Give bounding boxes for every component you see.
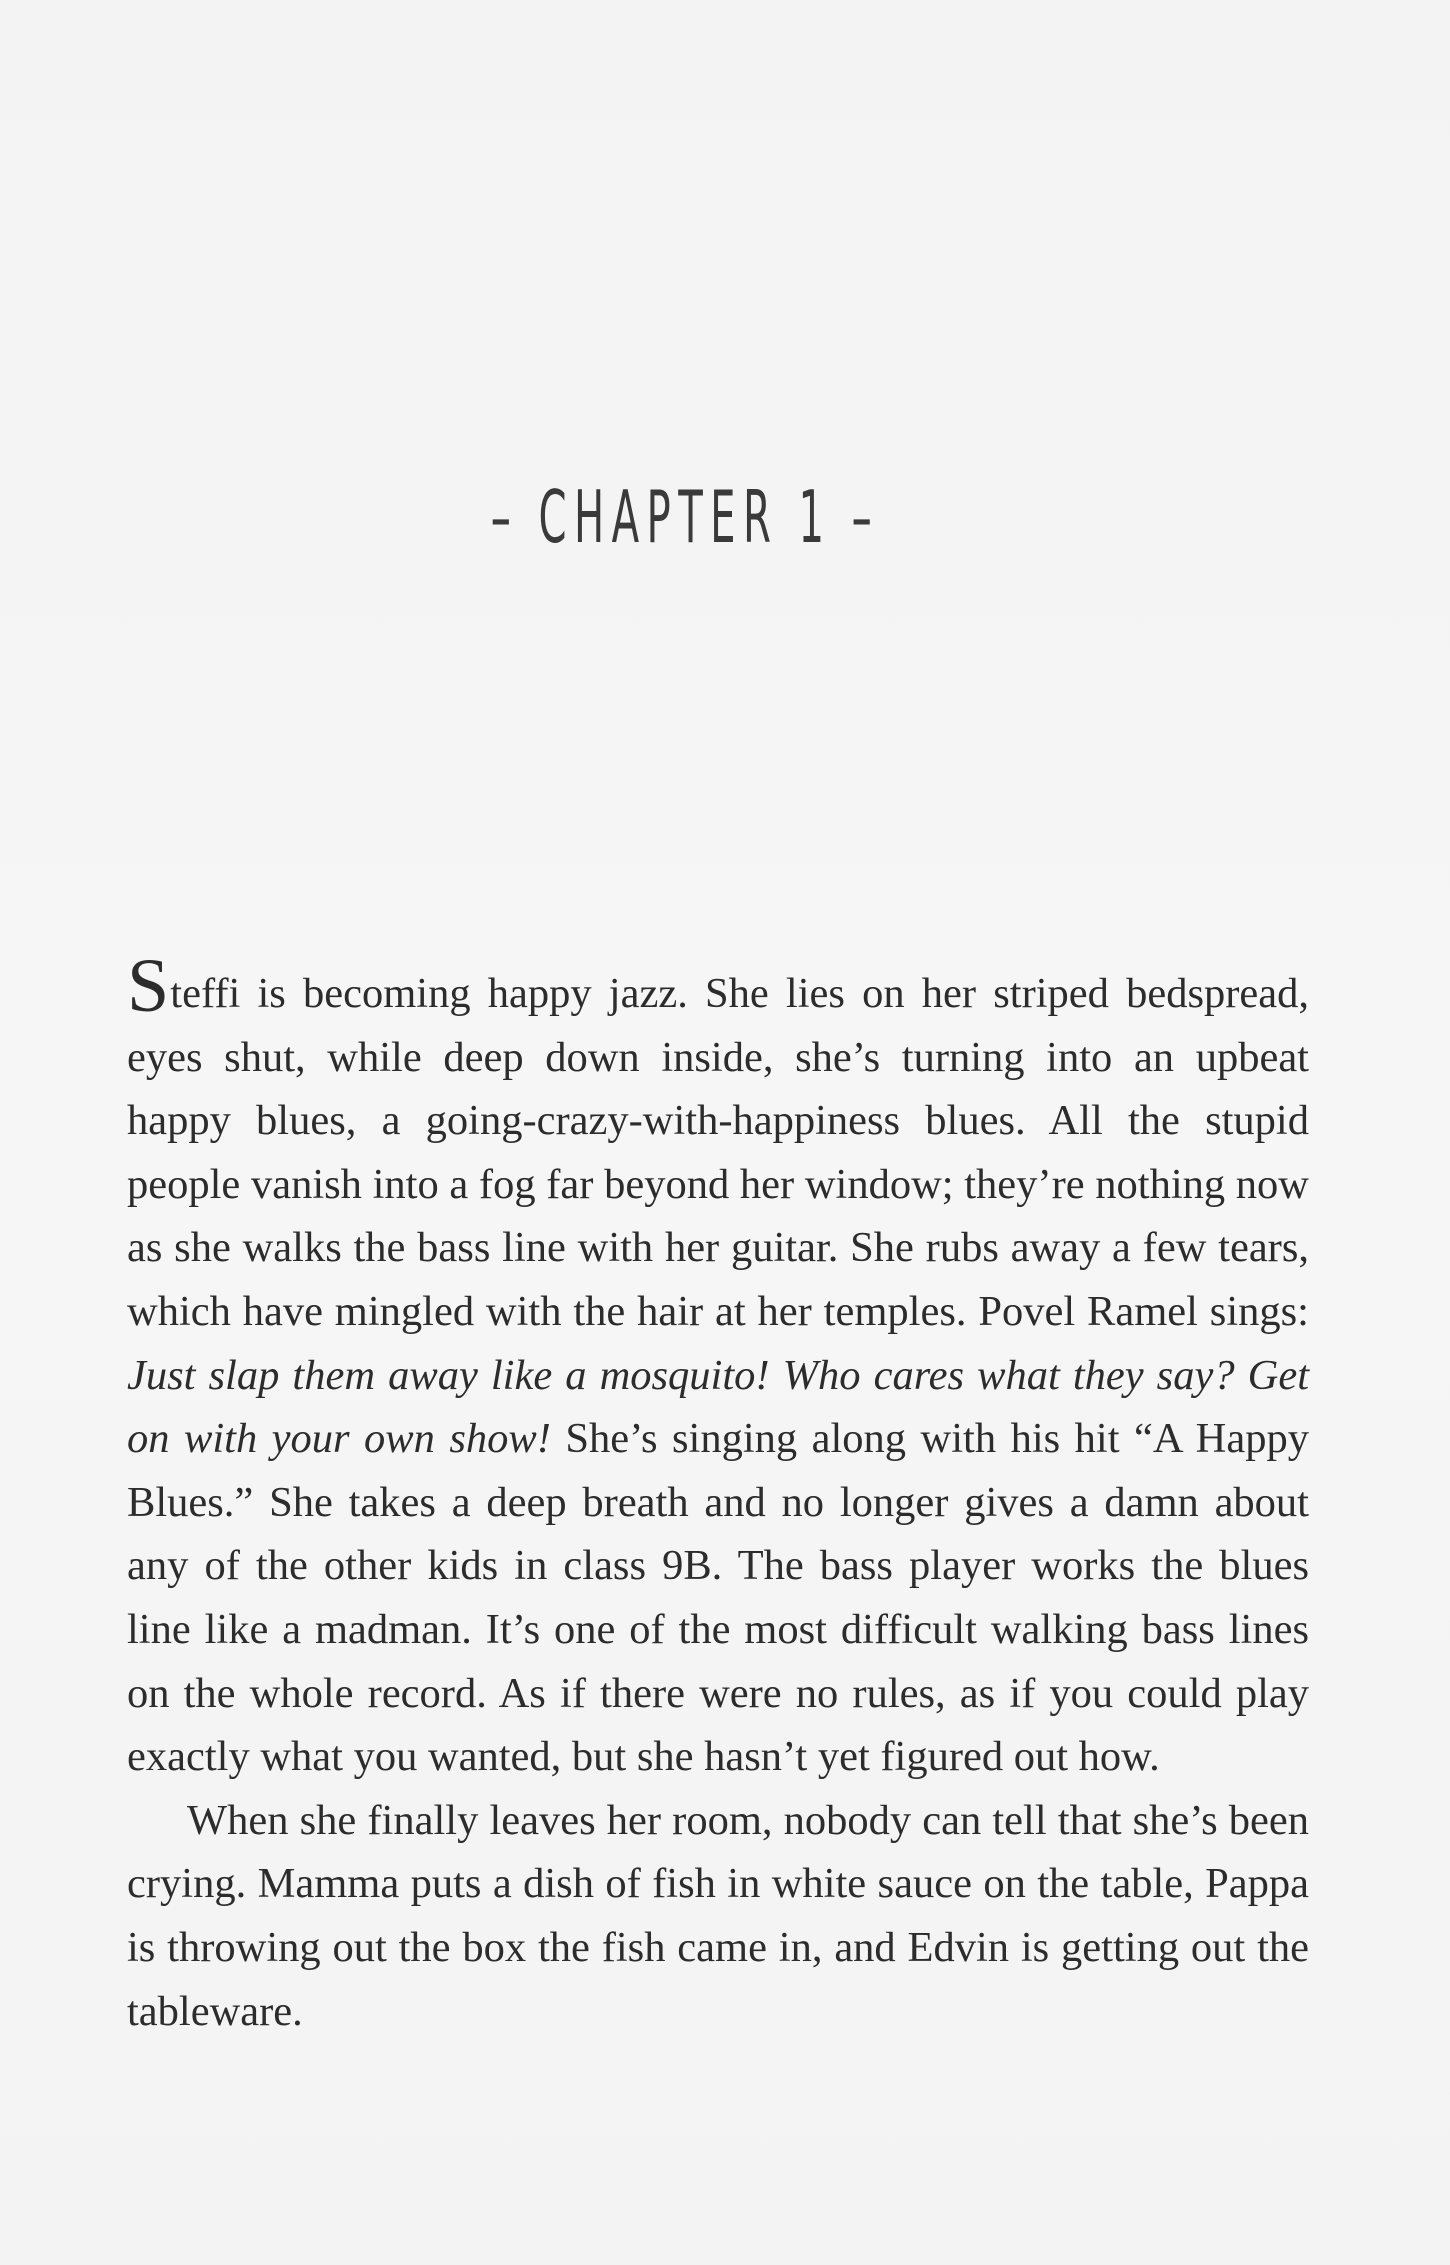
paragraph-1-text: teffi is becoming happy jazz. She lies on her striped bedspread, eyes shut, while deep down inside, she’s turning into an upbeat happy blues, a going-crazy-with-happiness blues. All the stupid people vanish into a fog far beyond her window; they’re nothing now as she walks the bass line with her guitar. She rubs away a few tears, which have mingled with the hair at her temples. Povel Ramel sings: — [127, 970, 1309, 1335]
paragraph-1-text-end: She’s singing along with his hit “A Happy Blues.” She takes a deep breath and no longer gives a damn about any of the other kids in class 9B. The bass player works the blues line like a madman. It’s one of the most difficult walking bass lines on the whole record. As if there were no rules, as if you could play exactly what you wanted, but she hasn’t yet figured out how. — [127, 1415, 1309, 1781]
paragraph-2: When she finally leaves her room, nobody can tell that she’s been crying. Mamma puts a dish of fish in white sauce on the table, Pappa is throwing out the box the fish came in, and Edvin is getting out the tableware. — [127, 1796, 1309, 2035]
chapter-body — [127, 944, 1309, 2043]
song-lyric-quote: Just slap them away like a mosquito! Who cares what they say? Get on with your own show! — [127, 1351, 1309, 1463]
paragraph-1 — [127, 944, 1309, 1789]
chapter-heading: – CHAPTER 1 – — [490, 475, 880, 559]
drop-cap: S — [127, 944, 170, 1028]
